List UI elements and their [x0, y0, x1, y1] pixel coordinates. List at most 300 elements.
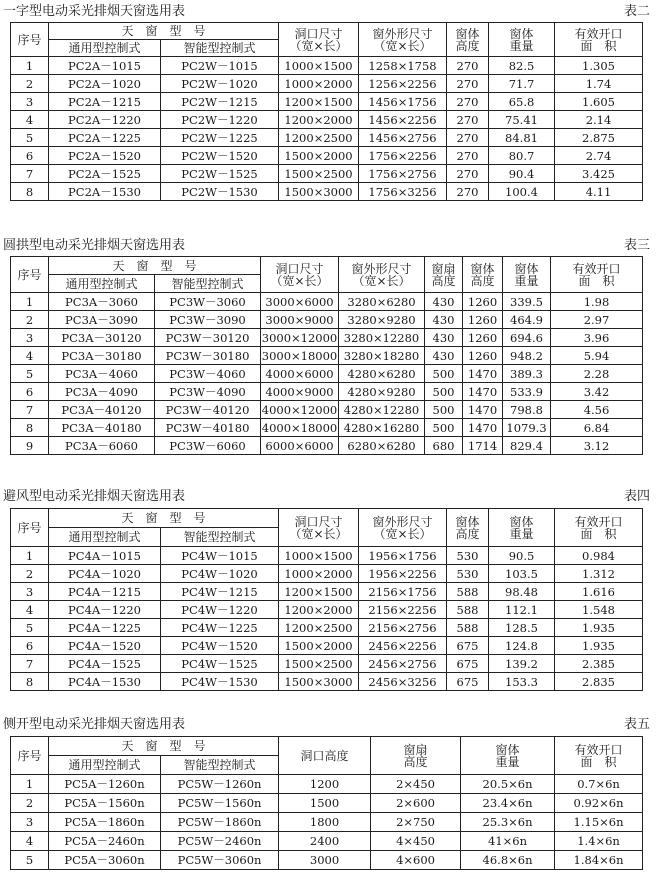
table-cell: 1260 [463, 311, 503, 329]
table-row [11, 419, 643, 437]
table2-tag: 表二 [623, 4, 650, 19]
table-cell: 2156×2756 [359, 619, 447, 637]
table-cell: 5 [11, 851, 49, 870]
table-cell: 1.548 [555, 601, 643, 619]
table-cell: 1500×3000 [279, 183, 359, 201]
table-cell: 430 [425, 329, 463, 347]
table-cell: PC4W－1020 [161, 565, 279, 583]
table-cell: 6280×6280 [339, 437, 425, 455]
table-cell: 1 [11, 547, 49, 565]
header-model-general: 通用型控制式 [49, 40, 161, 57]
header-opening: 洞口尺寸 （宽×长） [279, 23, 359, 57]
table-cell: PC2A－1530 [49, 183, 161, 201]
table-cell: 3 [11, 329, 49, 347]
table-cell: 675 [447, 673, 489, 691]
table-cell: 270 [447, 165, 489, 183]
table-cell: 588 [447, 619, 489, 637]
header-sash: 窗扇 高度 [371, 737, 461, 775]
table-cell: 4000×9000 [261, 383, 339, 401]
table-row [11, 147, 643, 165]
table-cell: 430 [425, 347, 463, 365]
table-cell: 71.7 [489, 75, 555, 93]
table-cell: 9 [11, 437, 49, 455]
header-area: 有效开口 面 积 [555, 23, 643, 57]
table-cell: PC3A－3060 [49, 293, 155, 311]
table-cell: 3000×18000 [261, 348, 338, 363]
table-cell: 1756×2256 [359, 147, 447, 165]
table-cell: 1260 [463, 293, 503, 311]
table-cell: 4.56 [551, 401, 643, 419]
table-cell: PC4A－1215 [49, 583, 161, 601]
table-cell: 6.84 [551, 419, 643, 437]
table-cell: 1.305 [555, 57, 643, 75]
table-cell: 80.7 [489, 147, 555, 165]
table-cell: 1.312 [555, 565, 643, 583]
table-cell: 2456×2756 [359, 655, 447, 673]
table4-title: 避风型电动采光排烟天窗选用表 [3, 489, 186, 504]
table-cell: 5 [11, 619, 49, 637]
table-cell: 1500×2000 [279, 147, 359, 165]
table-cell: 3000 [279, 851, 371, 870]
table-cell: 1756×3256 [359, 183, 447, 201]
header-outer: 窗外形尺寸 （宽×长） [339, 257, 425, 293]
table-cell: 270 [447, 147, 489, 165]
table-cell: PC5W－1560n [161, 794, 279, 813]
table-cell: PC4W－1525 [161, 655, 279, 673]
table-cell: PC4W－1215 [161, 583, 279, 601]
table-cell: 4000×12000 [261, 402, 338, 417]
table-cell: 430 [425, 293, 463, 311]
table-cell: 533.9 [503, 383, 551, 401]
table4 [10, 508, 643, 691]
table-cell: 153.3 [489, 673, 555, 691]
table-cell: 139.2 [489, 655, 555, 673]
table-cell: PC3W－40180 [155, 419, 261, 437]
table-cell: 1258×1758 [359, 57, 447, 75]
table-cell: 1456×2756 [359, 129, 447, 147]
table-cell: 2156×2256 [359, 601, 447, 619]
table-cell: PC5W－2460n [161, 832, 279, 851]
table-cell: 1800 [279, 813, 371, 832]
header-model-general: 通用型控制式 [49, 528, 161, 547]
table-cell: PC2A－1215 [49, 93, 161, 111]
table-cell: 530 [447, 565, 489, 583]
table-cell: 4 [11, 832, 49, 851]
table-cell: 6000×6000 [261, 437, 339, 455]
table-cell: 6 [11, 637, 49, 655]
table-cell: PC5A－1860n [49, 813, 161, 832]
table-row [11, 565, 643, 583]
table-cell: 0.7×6n [555, 775, 643, 794]
table-cell: 65.8 [489, 93, 555, 111]
table-cell: 1260 [463, 329, 503, 347]
table-cell: 2 [11, 794, 49, 813]
table-cell: 4280×6280 [339, 365, 425, 383]
table-cell: 680 [425, 437, 463, 455]
table-cell: PC2W－1020 [161, 75, 279, 93]
header-area: 有效开口 面 积 [555, 737, 643, 775]
table-cell: PC2W－1015 [161, 57, 279, 75]
table-cell: PC3A－3090 [49, 311, 155, 329]
table-cell: 75.41 [489, 111, 555, 129]
table-row [11, 673, 643, 691]
table-cell: 4000×18000 [261, 420, 338, 435]
table-cell: 675 [447, 637, 489, 655]
table-cell: 1.616 [555, 583, 643, 601]
table-cell: 3.425 [555, 165, 643, 183]
header-weight: 窗体 重量 [503, 257, 551, 293]
table2-title: 一字型电动采光排烟天窗选用表 [3, 4, 186, 19]
table-cell: 90.4 [489, 165, 555, 183]
table-cell: 4.11 [555, 183, 643, 201]
table-cell: 1500×3000 [279, 673, 359, 691]
header-no: 序号 [11, 23, 49, 57]
table4-tag: 表四 [623, 489, 650, 504]
table-cell: 8 [11, 673, 49, 691]
table-cell: 1 [11, 775, 49, 794]
table-cell: 1 [11, 293, 49, 311]
table-cell: 588 [447, 583, 489, 601]
table-cell: PC2W－1520 [161, 147, 279, 165]
header-opening: 洞口尺寸 （宽×长） [279, 509, 359, 547]
table-row [11, 93, 643, 111]
table-cell: PC4A－1525 [49, 655, 161, 673]
table-cell: 1456×2256 [359, 111, 447, 129]
table-cell: PC4W－1225 [161, 619, 279, 637]
table-cell: 100.4 [489, 183, 555, 201]
table-cell: 2.14 [555, 111, 643, 129]
table-cell: 270 [447, 183, 489, 201]
table-cell: PC2A－1520 [49, 147, 161, 165]
table-cell: 1.4×6n [555, 832, 643, 851]
table-row [11, 75, 643, 93]
table-cell: 1000×1500 [279, 547, 359, 565]
table-cell: 1000×2000 [279, 565, 359, 583]
table-cell: 112.1 [489, 601, 555, 619]
table-cell: PC4A－1015 [49, 547, 161, 565]
table-row [11, 57, 643, 75]
table-cell: 1500×2500 [279, 655, 359, 673]
header-no: 序号 [11, 257, 49, 293]
table-cell: 98.48 [489, 583, 555, 601]
table-row [11, 129, 643, 147]
table-cell: 46.8×6n [461, 851, 555, 870]
table-cell: 82.5 [489, 57, 555, 75]
table-cell: 4 [11, 601, 49, 619]
table-cell: PC3A－40180 [49, 419, 155, 437]
table-cell: 2 [11, 75, 49, 93]
table-cell: 270 [447, 111, 489, 129]
header-weight: 窗体 重量 [489, 509, 555, 547]
table-row [11, 813, 643, 832]
table-cell: 1200×1500 [279, 93, 359, 111]
table-cell: 4×600 [371, 851, 461, 870]
table-row [11, 293, 643, 311]
table-row [11, 851, 643, 870]
table-row [11, 832, 643, 851]
table-cell: PC5W－1860n [161, 813, 279, 832]
table-cell: 124.8 [489, 637, 555, 655]
table-row [11, 401, 643, 419]
table-cell: PC5A－3060n [49, 851, 161, 870]
table-cell: PC3W－3060 [155, 293, 261, 311]
table-row [11, 183, 643, 201]
table-cell: PC3W－4090 [155, 383, 261, 401]
table-cell: PC3A－40120 [49, 401, 155, 419]
table-cell: 4280×9280 [339, 383, 425, 401]
table-cell: 2156×1756 [359, 583, 447, 601]
table-cell: PC3A－6060 [49, 437, 155, 455]
table-cell: 3000×6000 [261, 293, 339, 311]
table-cell: PC2W－1225 [161, 129, 279, 147]
table-cell: 20.5×6n [461, 775, 555, 794]
table-cell: 84.81 [489, 129, 555, 147]
header-area: 有效开口 面 积 [555, 509, 643, 547]
table-cell: 23.4×6n [461, 794, 555, 813]
table-cell: 1200×2500 [279, 129, 359, 147]
table-cell: 1200×2000 [279, 601, 359, 619]
table-cell: 4000×6000 [261, 365, 339, 383]
table-cell: 3280×6280 [339, 293, 425, 311]
header-model-general: 通用型控制式 [49, 275, 155, 293]
table-cell: 3 [11, 813, 49, 832]
header-model-smart: 智能型控制式 [161, 528, 279, 547]
table-cell: 0.92×6n [555, 794, 643, 813]
table-cell: 90.5 [489, 547, 555, 565]
table-cell: 675 [447, 655, 489, 673]
table-cell: PC3W－30120 [155, 329, 261, 347]
header-model: 天 窗 型 号 [49, 509, 279, 528]
table-cell: PC3A－4090 [49, 383, 155, 401]
header-weight: 窗体 重量 [461, 737, 555, 775]
table-cell: 1.605 [555, 93, 643, 111]
table-cell: 8 [11, 419, 49, 437]
table-cell: 500 [425, 383, 463, 401]
table-cell: 270 [447, 75, 489, 93]
table-cell: 500 [425, 401, 463, 419]
table-row [11, 329, 643, 347]
table5-tag: 表五 [623, 717, 650, 732]
table-cell: 1200×2500 [279, 619, 359, 637]
table-cell: PC2A－1525 [49, 165, 161, 183]
table-cell: 389.3 [503, 365, 551, 383]
table-cell: PC5A－1260n [49, 775, 161, 794]
table-cell: PC4W－1015 [161, 547, 279, 565]
table3-tag: 表三 [623, 238, 650, 253]
table-cell: PC2W－1215 [161, 93, 279, 111]
table-cell: 3 [11, 583, 49, 601]
table-cell: 3.12 [551, 437, 643, 455]
table-cell: 41×6n [461, 832, 555, 851]
table-cell: PC3A－4060 [49, 365, 155, 383]
table-cell: 2×600 [371, 794, 461, 813]
header-no: 序号 [11, 509, 49, 547]
table-cell: 270 [447, 93, 489, 111]
table-cell: 3.96 [551, 329, 643, 347]
table-cell: 1470 [463, 383, 503, 401]
table-cell: 5 [11, 129, 49, 147]
table-cell: 1470 [463, 419, 503, 437]
table-cell: 7 [11, 165, 49, 183]
table-cell: 1079.3 [503, 419, 551, 437]
table-cell: 1.84×6n [555, 851, 643, 870]
table-cell: 4 [11, 111, 49, 129]
table-row [11, 601, 643, 619]
header-opening-height: 洞口高度 [279, 737, 371, 775]
table-cell: PC2W－1525 [161, 165, 279, 183]
table-cell: 1200 [279, 775, 371, 794]
table-cell: PC2W－1530 [161, 183, 279, 201]
table-row [11, 655, 643, 673]
table-cell: 2.28 [551, 365, 643, 383]
table-row [11, 583, 643, 601]
header-no: 序号 [11, 737, 49, 775]
table-cell: PC2A－1220 [49, 111, 161, 129]
table-cell: 464.9 [503, 311, 551, 329]
table-cell: 7 [11, 655, 49, 673]
table-cell: 2400 [279, 832, 371, 851]
table-cell: 1470 [463, 401, 503, 419]
table3-title: 圆拱型电动采光排烟天窗选用表 [3, 238, 186, 253]
table-cell: 1000×1500 [279, 57, 359, 75]
table-cell: 2 [11, 311, 49, 329]
header-area: 有效开口 面 积 [551, 257, 643, 293]
table-cell: PC3A－30180 [49, 347, 155, 365]
table-cell: 798.8 [503, 401, 551, 419]
table-cell: 2 [11, 565, 49, 583]
table-cell: 1714 [463, 437, 503, 455]
table-cell: 4280×12280 [339, 401, 425, 419]
table-row [11, 111, 643, 129]
table-cell: 1456×1756 [359, 93, 447, 111]
table-cell: 1470 [463, 365, 503, 383]
table-cell: 1956×1756 [359, 547, 447, 565]
table-cell: PC2W－1220 [161, 111, 279, 129]
table-cell: 2.835 [555, 673, 643, 691]
table-cell: 829.4 [503, 437, 551, 455]
table-cell: PC2A－1020 [49, 75, 161, 93]
table-cell: 7 [11, 401, 49, 419]
header-model-smart: 智能型控制式 [155, 275, 261, 293]
table2 [10, 22, 643, 201]
header-outer: 窗外形尺寸 （宽×长） [359, 509, 447, 547]
table-row [11, 547, 643, 565]
table-cell: 25.3×6n [461, 813, 555, 832]
table-cell: 128.5 [489, 619, 555, 637]
table-cell: 1200×2000 [279, 111, 359, 129]
table-cell: 1.98 [551, 293, 643, 311]
table-cell: 1.935 [555, 619, 643, 637]
table-cell: 2×450 [371, 775, 461, 794]
table-cell: 270 [447, 129, 489, 147]
table-cell: PC5A－1560n [49, 794, 161, 813]
table-cell: 1.74 [555, 75, 643, 93]
table-cell: PC3A－30120 [49, 329, 155, 347]
table-cell: PC2A－1015 [49, 57, 161, 75]
table-cell: PC4W－1520 [161, 637, 279, 655]
table-row [11, 365, 643, 383]
header-sash: 窗扇 高度 [425, 257, 463, 293]
table-cell: 2456×2256 [359, 637, 447, 655]
table-cell: 8 [11, 183, 49, 201]
table-cell: 1500 [279, 794, 371, 813]
table-cell: 6 [11, 147, 49, 165]
table-cell: 103.5 [489, 565, 555, 583]
header-model: 天 窗 型 号 [49, 257, 261, 275]
table-cell: 1.15×6n [555, 813, 643, 832]
table-cell: 530 [447, 547, 489, 565]
table-cell: 0.984 [555, 547, 643, 565]
table-cell: 4×450 [371, 832, 461, 851]
header-opening: 洞口尺寸 （宽×长） [261, 257, 339, 293]
table-cell: PC2A－1225 [49, 129, 161, 147]
table-cell: 2.875 [555, 129, 643, 147]
table-cell: PC5W－1260n [161, 775, 279, 794]
header-outer: 窗外形尺寸 （宽×长） [359, 23, 447, 57]
table-row [11, 619, 643, 637]
table-cell: 270 [447, 57, 489, 75]
table3 [10, 256, 643, 455]
table-cell: PC3W－40120 [155, 401, 261, 419]
table-row [11, 311, 643, 329]
table-cell: 1500×2500 [279, 165, 359, 183]
table-row [11, 437, 643, 455]
header-model: 天 窗 型 号 [49, 23, 279, 40]
table-cell: 2.74 [555, 147, 643, 165]
table-cell: 4280×16280 [339, 419, 425, 437]
table-cell: 430 [425, 311, 463, 329]
table-cell: 3000×9000 [261, 311, 339, 329]
table-cell: PC4A－1530 [49, 673, 161, 691]
table-cell: 6 [11, 383, 49, 401]
table-row [11, 383, 643, 401]
table-cell: 1256×2256 [359, 75, 447, 93]
table-cell: 2456×3256 [359, 673, 447, 691]
table-cell: PC3W－4060 [155, 365, 261, 383]
table-row [11, 775, 643, 794]
header-weight: 窗体 重量 [489, 23, 555, 57]
table-cell: 1000×2000 [279, 75, 359, 93]
table-cell: 1.935 [555, 637, 643, 655]
header-model-smart: 智能型控制式 [161, 756, 279, 775]
header-model: 天 窗 型 号 [49, 737, 279, 756]
header-model-smart: 智能型控制式 [161, 40, 279, 57]
table-cell: 5 [11, 365, 49, 383]
header-height: 窗体 高度 [463, 257, 503, 293]
table-cell: 2.385 [555, 655, 643, 673]
table-cell: 2.97 [551, 311, 643, 329]
table-cell: 1 [11, 57, 49, 75]
table-cell: 3280×18280 [339, 347, 425, 365]
table-cell: 3280×9280 [339, 311, 425, 329]
table-cell: 588 [447, 601, 489, 619]
table-cell: 339.5 [503, 293, 551, 311]
table-cell: 694.6 [503, 329, 551, 347]
table-cell: 3000×12000 [261, 330, 338, 345]
header-height: 窗体 高度 [447, 23, 489, 57]
table-row [11, 165, 643, 183]
table-row [11, 347, 643, 365]
table-row [11, 637, 643, 655]
table-row [11, 794, 643, 813]
table5 [10, 736, 643, 870]
table-cell: 3280×12280 [339, 329, 425, 347]
table-cell: 2×750 [371, 813, 461, 832]
table-cell: 500 [425, 419, 463, 437]
table-cell: 1956×2256 [359, 565, 447, 583]
table-cell: 5.94 [551, 347, 643, 365]
table-cell: PC4W－1220 [161, 601, 279, 619]
